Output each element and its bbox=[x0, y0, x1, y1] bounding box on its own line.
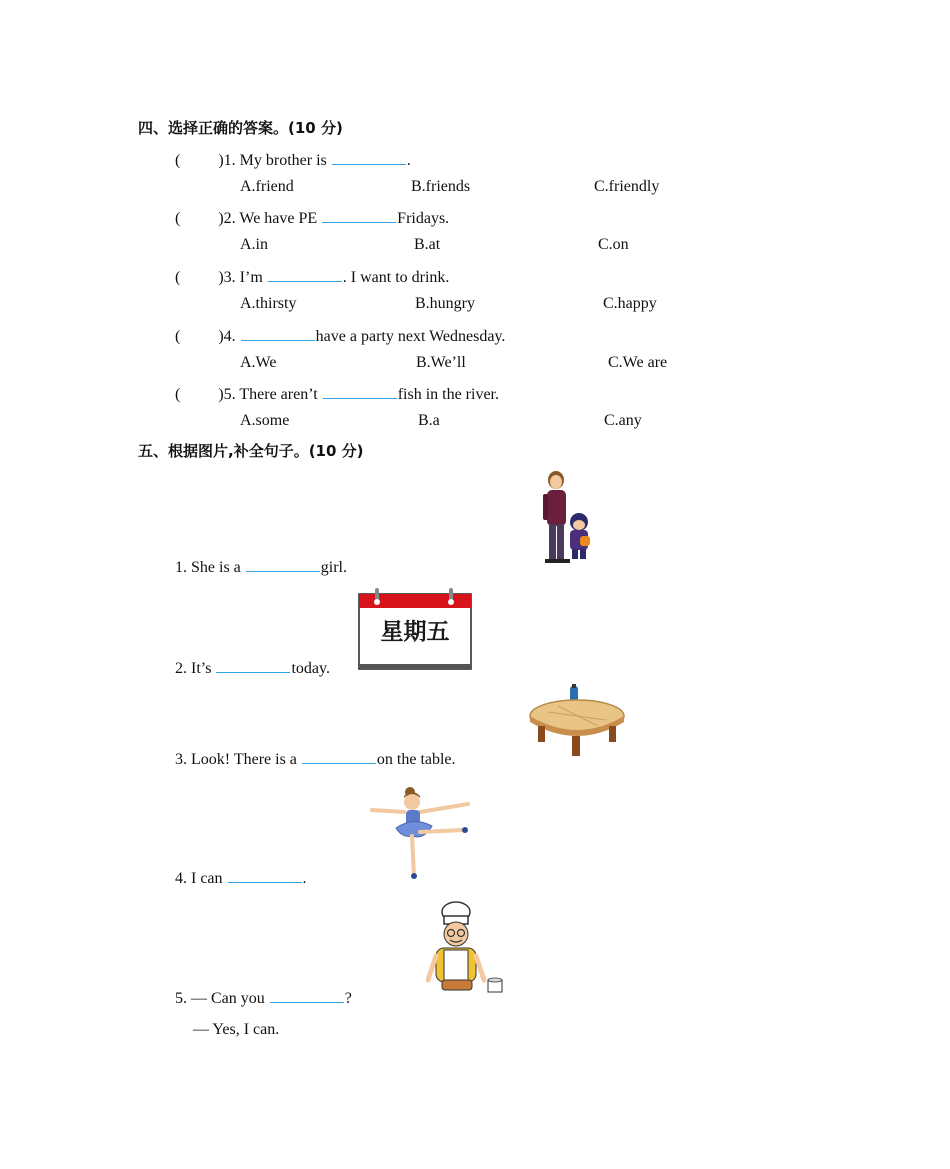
question-text: )2. We have PE bbox=[218, 210, 322, 227]
question-text-after: fish in the river. bbox=[397, 386, 499, 403]
section-4-heading: 四、选择正确的答案。(10 分) bbox=[138, 119, 343, 137]
question-text-after: have a party next Wednesday. bbox=[315, 328, 506, 345]
answer-paren[interactable]: ( bbox=[175, 210, 181, 227]
sentence-text: 5. — Can you bbox=[175, 990, 269, 1007]
answer-blank[interactable] bbox=[323, 382, 397, 399]
question-text-after: Fridays. bbox=[397, 210, 450, 227]
question-text: )4. bbox=[218, 328, 240, 345]
option-2a[interactable]: A.in bbox=[240, 236, 268, 253]
option-5b[interactable]: B.a bbox=[418, 412, 440, 429]
answer-blank[interactable] bbox=[246, 555, 320, 572]
answer-blank[interactable] bbox=[241, 324, 315, 341]
section-5-heading: 五、根据图片,补全句子。(10 分) bbox=[138, 442, 364, 460]
option-5a[interactable]: A.some bbox=[240, 412, 290, 429]
option-1c[interactable]: C.friendly bbox=[594, 178, 660, 195]
question-4 bbox=[175, 324, 505, 347]
sentence-text: 4. I can bbox=[175, 870, 227, 887]
sentence-2 bbox=[175, 656, 330, 679]
question-1 bbox=[175, 148, 411, 171]
sentence-text-after: . bbox=[302, 870, 307, 887]
sentence-text: 2. It’s bbox=[175, 660, 216, 677]
calendar-image bbox=[358, 588, 472, 670]
option-4b[interactable]: B.We’ll bbox=[416, 354, 466, 371]
sentence-3 bbox=[175, 747, 456, 770]
question-text: )5. There aren’t bbox=[218, 386, 322, 403]
answer-blank[interactable] bbox=[268, 265, 342, 282]
question-text: )3. I’m bbox=[218, 269, 267, 286]
sentence-5 bbox=[175, 986, 352, 1009]
sentence-5-answer: — Yes, I can. bbox=[193, 1021, 280, 1038]
question-5 bbox=[175, 382, 499, 405]
mother-child-image bbox=[536, 470, 596, 568]
answer-blank[interactable] bbox=[270, 986, 344, 1003]
sentence-text-after: girl. bbox=[320, 559, 347, 576]
option-3a[interactable]: A.thirsty bbox=[240, 295, 297, 312]
answer-paren[interactable]: ( bbox=[175, 269, 181, 286]
option-5c[interactable]: C.any bbox=[604, 412, 642, 429]
ballerina-image bbox=[368, 782, 472, 880]
question-text-after: . I want to drink. bbox=[342, 269, 450, 286]
sentence-text-after: today. bbox=[291, 660, 330, 677]
chef-image bbox=[426, 900, 508, 996]
sentence-1 bbox=[175, 555, 347, 578]
option-3c[interactable]: C.happy bbox=[603, 295, 657, 312]
question-2 bbox=[175, 206, 449, 229]
calendar-text: 星期五 bbox=[380, 619, 450, 645]
option-4a[interactable]: A.We bbox=[240, 354, 277, 371]
answer-paren[interactable]: ( bbox=[175, 386, 181, 403]
sentence-text: 1. She is a bbox=[175, 559, 245, 576]
answer-paren[interactable]: ( bbox=[175, 152, 181, 169]
sentence-text: 3. Look! There is a bbox=[175, 751, 301, 768]
sentence-text-after: ? bbox=[344, 990, 352, 1007]
option-2c[interactable]: C.on bbox=[598, 236, 629, 253]
answer-paren[interactable]: ( bbox=[175, 328, 181, 345]
answer-blank[interactable] bbox=[228, 866, 302, 883]
question-text: )1. My brother is bbox=[218, 152, 331, 169]
option-1a[interactable]: A.friend bbox=[240, 178, 294, 195]
answer-blank[interactable] bbox=[322, 206, 396, 223]
answer-blank[interactable] bbox=[302, 747, 376, 764]
option-4c[interactable]: C.We are bbox=[608, 354, 668, 371]
answer-blank[interactable] bbox=[216, 656, 290, 673]
sentence-text-after: on the table. bbox=[376, 751, 456, 768]
option-3b[interactable]: B.hungry bbox=[415, 295, 475, 312]
option-2b[interactable]: B.at bbox=[414, 236, 441, 253]
question-text-after: . bbox=[406, 152, 411, 169]
answer-blank[interactable] bbox=[332, 148, 406, 165]
table-bottle-image bbox=[528, 684, 626, 758]
question-3 bbox=[175, 265, 449, 288]
option-1b[interactable]: B.friends bbox=[411, 178, 471, 195]
sentence-4 bbox=[175, 866, 307, 889]
